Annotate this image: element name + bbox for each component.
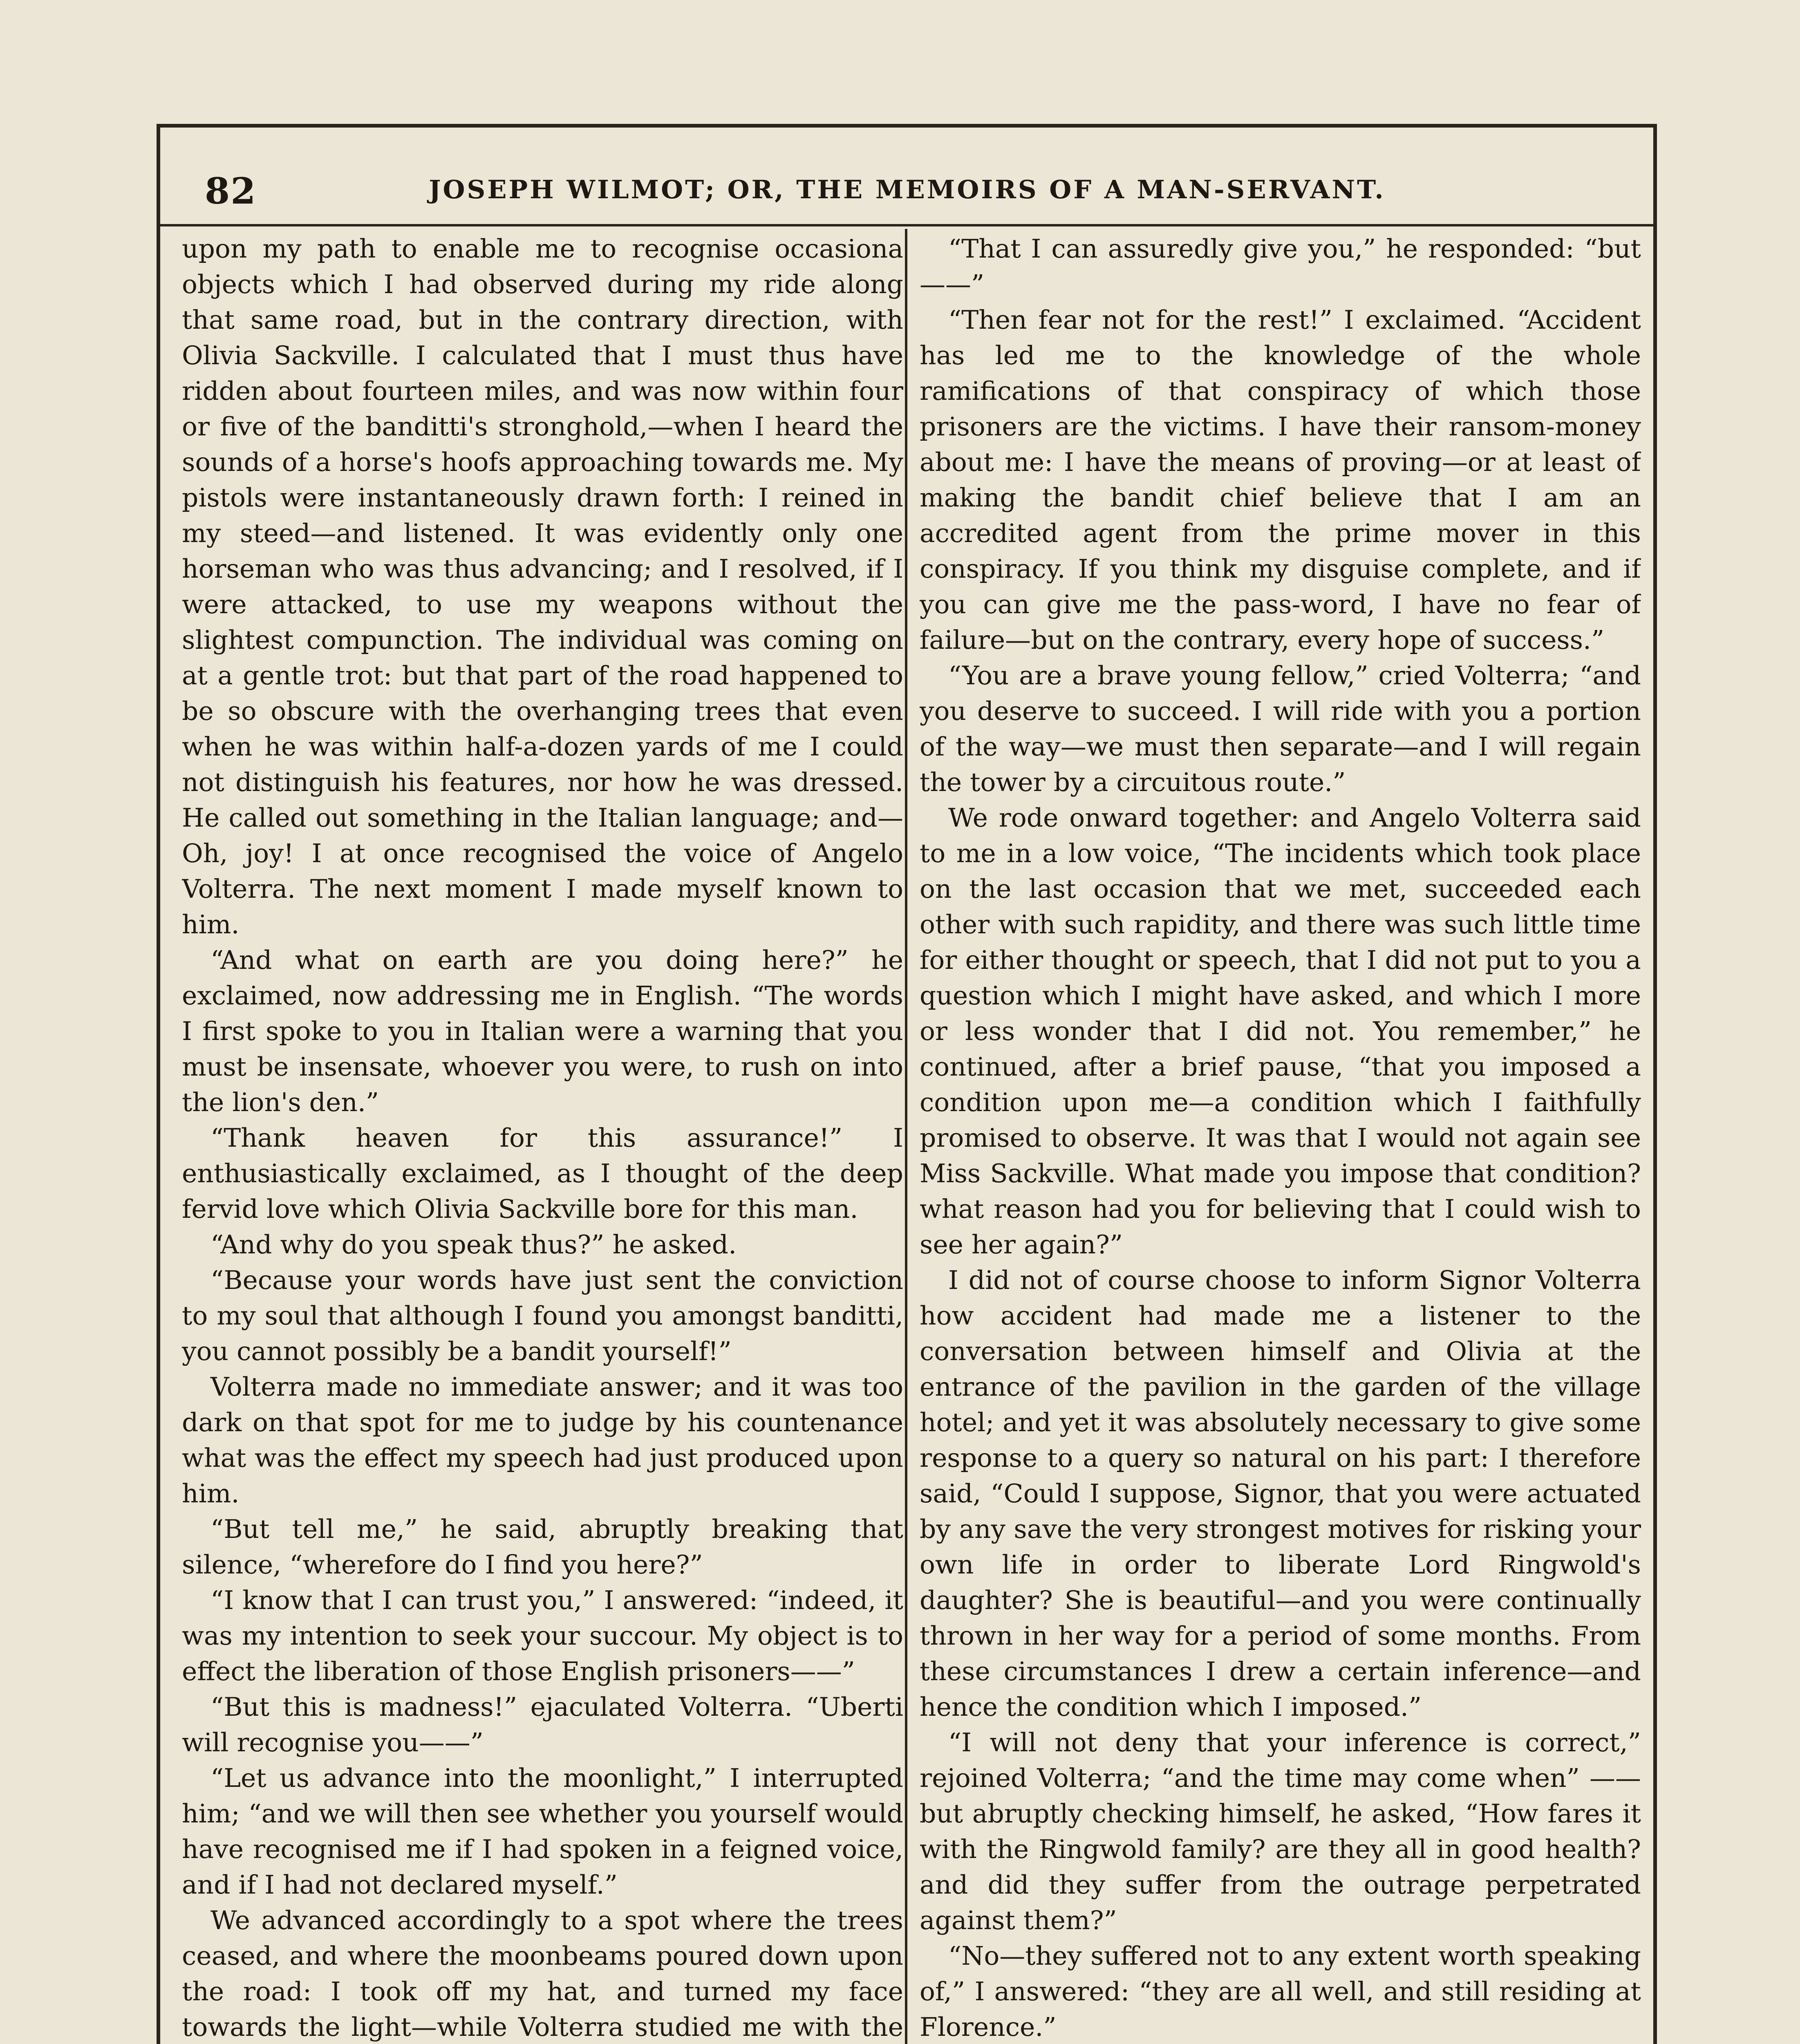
page-header <box>170 166 1645 215</box>
paragraph: “But this is madness!” ejaculated Volterra. “Uberti will recognise you——” <box>182 1692 903 1757</box>
right-column <box>920 231 1641 2044</box>
page-number: 82 <box>205 170 257 212</box>
paragraph: Volterra made no immediate answer; and it was too dark on that spot for me to judge by his countenance what was the effect my speech had just produced upon him. <box>182 1372 903 1508</box>
paragraph: We advanced accordingly to a spot where the trees ceased, and where the moonbeams poured down upon the road: I took off my hat, and turned my face towards the light—while Volterra studied me with the <box>182 1905 903 2042</box>
paragraph: I did not of course choose to inform Signor Volterra how accident had made me a listener to the conversation between himself and Olivia at the entrance of the pavilion in the garden of the village hotel; and yet it was absolutely necessary to give some response to a query so natural on his part: I therefore said, “Could I suppose, Signor, that you were actuated by any save the very strongest motives for risking your own life in order to liberate Lord Ringwold's daughter? She is beautiful—and you were continually thrown in her way for a period of some months. From these circumstances I drew a certain inference—and hence the condition which I imposed.” <box>920 1265 1641 1722</box>
paragraph: “You are a brave young fellow,” cried Volterra; “and you deserve to succeed. I will ride with you a portion of the way—we must then separate—and I will regain the tower by a circuitous route.” <box>920 661 1641 797</box>
column-divider <box>905 229 907 2044</box>
paragraph: “Because your words have just sent the conviction to my soul that although I found you amongst banditti, you cannot possibly be a bandit yourself!” <box>182 1265 903 1366</box>
paragraph: We rode onward together: and Angelo Volterra said to me in a low voice, “The incidents which took place on the last occasion that we met, succeeded each other with such rapidity, and there was such little time for either thought or speech, that I did not put to you a question which I might have asked, and which I more or less wonder that I did not. You remember,” he continued, after a brief pause, “that you imposed a condition upon me—a condition which I faithfully promised to observe. It was that I would not again see Miss Sackville. What made you impose that condition? what reason had you for believing that I could wish to see her again?” <box>920 803 1641 1260</box>
running-title: JOSEPH WILMOT; OR, THE MEMOIRS OF A MAN-SERVANT. <box>429 175 1386 204</box>
paragraph: “I know that I can trust you,” I answered: “indeed, it was my intention to seek your succour. My object is to effect the liberation of those English prisoners——” <box>182 1585 903 1686</box>
paragraph: “And what on earth are you doing here?” he exclaimed, now addressing me in English. “The words I first spoke to you in Italian were a warning that you must be insensate, whoever you were, to rush on into the lion's den.” <box>182 945 903 1117</box>
left-column <box>182 231 903 2044</box>
paragraph: “That I can assuredly give you,” he responded: “but——” <box>920 234 1641 299</box>
paragraph: “Thank heaven for this assurance!” I enthusiastically exclaimed, as I thought of the deep fervid love which Olivia Sackville bore for this man. <box>182 1123 903 1224</box>
paragraph: “Let us advance into the moonlight,” I interrupted him; “and we will then see whether you yourself would have recognised me if I had spoken in a feigned voice, and if I had not declared myself.” <box>182 1763 903 1900</box>
paragraph: “Then fear not for the rest!” I exclaimed. “Accident has led me to the knowledge of the whole ramifications of that conspiracy of which those prisoners are the victims. I have their ransom-money about me: I have the means of proving—or at least of making the bandit chief believe that I am an accredited agent from the prime mover in this conspiracy. If you think my disguise complete, and if you can give me the pass-word, I have no fear of failure—but on the contrary, every hope of success.” <box>920 305 1641 655</box>
header-rule <box>157 224 1657 226</box>
paragraph: “I will not deny that your inference is correct,” rejoined Volterra; “and the time may come when” ——but abruptly checking himself, he asked, “How fares it with the Ringwold family? are they all in good health? and did they suffer from the outrage perpetrated against them?” <box>920 1728 1641 1935</box>
paragraph: “No—they suffered not to any extent worth speaking of,” I answered: “they are all well, and still residing at Florence.” <box>920 1941 1641 2042</box>
paragraph: “And why do you speak thus?” he asked. <box>210 1230 737 1260</box>
paragraph: upon my path to enable me to recognise occasiona objects which I had observed during my ride along that same road, but in the contrary direction, with Olivia Sackville. I calculated that I must thus have ridden about fourteen miles, and was now within four or five of the banditti's stronghold,—when I heard the sounds of a horse's hoofs approaching towards me. My pistols were instantaneously drawn forth: I reined in my steed—and listened. It was evidently only one horseman who was thus advancing; and I resolved, if I were attacked, to use my weapons without the slightest compunction. The individual was coming on at a gentle trot: but that part of the road happened to be so obscure with the overhanging trees that even when he was within half-a-dozen yards of me I could not distinguish his features, nor how he was dressed. He called out something in the Italian language; and—Oh, joy! I at once recognised the voice of Angelo Volterra. The next moment I made myself known to him. <box>182 234 903 939</box>
paragraph: “But tell me,” he said, abruptly breaking that silence, “wherefore do I find you here?” <box>182 1514 903 1580</box>
